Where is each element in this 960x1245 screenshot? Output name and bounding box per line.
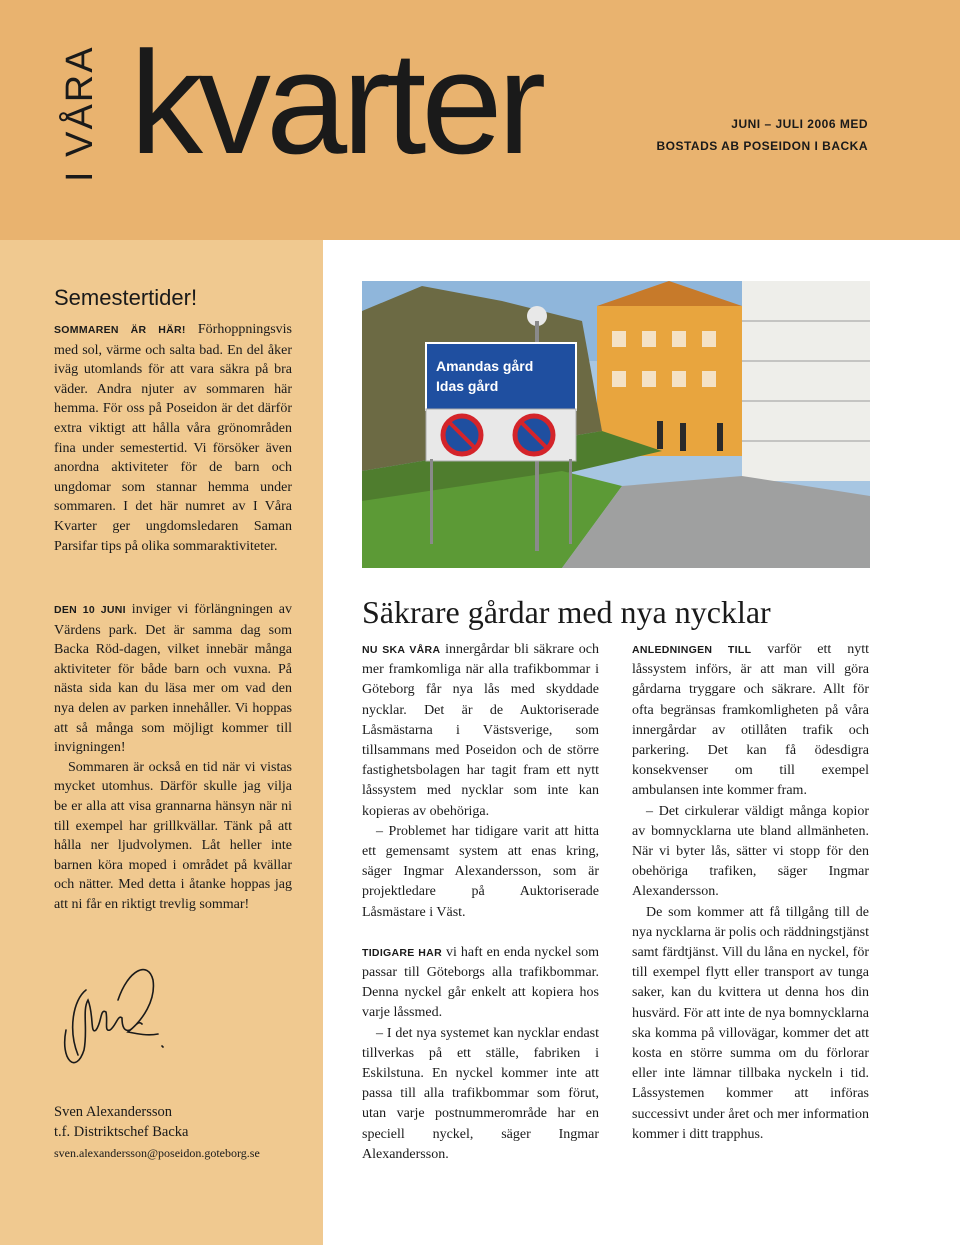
lead-in: NU SKA VÅRA	[362, 644, 441, 656]
paragraph-text: De som kommer att få tillgång till de nya nycklarna är polis och räddningstjänst samt färdtjänst. Vill du låna en nyckel, för till exempel flytt eller transport av tunga saker, kan du kvittera ut denna hos din husvärd. För att inte de nya bomnycklarna ska komma på villovägar, kommer det att kosta en större summa om du förlorar eller inte lämnar tillbaka nyckeln i tid. Låssystemen kommer att införas successivt under året och mer information kommer i ditt trapphus.	[632, 904, 869, 1142]
signer-title: t.f. Distriktschef Backa	[54, 1124, 189, 1140]
masthead	[0, 0, 960, 240]
sidebar-paragraph-1	[54, 320, 292, 556]
article-photo	[362, 281, 870, 568]
masthead-vertical-label: I VÅRA	[59, 45, 101, 182]
paragraph-text: Förhoppningsvis med sol, värme och salta bad. En del åker iväg utomlands för att vara säkra på bra väder. Andra njuter av sommaren här hemma. För oss på Poseidon är det därför extra viktigt att hålla våra grönområden fina under semestertid. Vi försöker även anordna aktiviteter för de barn och ungdomar som stannar hemma under sommaren. I det här numret av I Våra Kvarter ger ungdomsledaren Saman Parsifar tips på olika sommaraktiviteter.	[54, 322, 292, 554]
issue-info	[656, 113, 868, 157]
signer-email: sven.alexandersson@poseidon.goteborg.se	[54, 1146, 260, 1160]
paragraph-text: – I det nya systemet kan nycklar endast tillverkas på ett ställe, fabriken i Eskilstuna. En nyckel kommer inte att passa till alla trafikbommar som förut, utan varje postnummerområde har en speciell nyckel, säger Ingmar Alexandersson.	[362, 1025, 599, 1162]
lead-in: DEN 10 JUNI	[54, 604, 126, 616]
signer-name: Sven Alexandersson	[54, 1104, 172, 1120]
sidebar-title: Semestertider!	[54, 285, 198, 310]
sign-text-1: Amandas gård	[436, 358, 534, 374]
handwritten-signature	[58, 960, 168, 1080]
article-column-2	[632, 640, 869, 1145]
paragraph-text: – Problemet har tidigare varit att hitta ett gemensamt system att enas kring, säger Ingmar Alexandersson, som är projektledare på Auktoriserade Låsmästare i Väst.	[362, 823, 599, 920]
paragraph-text: varför ett nytt låssystem införs, är att man vill göra gårdarna tryggare och säkrare. Allt för ofta begränsas framkomligheten på våra innergårdar av otillåten trafik och parkering. Det kan få ödesdigra konsekvenser om till exempel ambulansen inte kommer fram.	[632, 642, 869, 799]
paragraph-text: vi haft en enda nyckel som passar till Göteborgs alla trafikbommar. Denna nyckel går enkelt att kopiera hos varje låssmed.	[362, 944, 599, 1021]
lead-in: ANLEDNINGEN TILL	[632, 644, 752, 656]
sidebar-paragraph-2	[54, 600, 292, 915]
issue-date: JUNI – JULI 2006 MED	[731, 117, 868, 131]
paragraph-text: innergårdar bli säkrare och mer framkomliga när alla trafikbommar i Göteborg får nya lås med skyddade nycklar. Det är de Auktoriserade Låsmästarna i Västsverige, som tillsammans med Poseidon och de större fastighetsbolagen har tagit fram ett nytt låssystem med nycklar som inte kan kopieras av obehöriga.	[362, 642, 599, 819]
lead-in: SOMMAREN ÄR HÄR!	[54, 324, 186, 336]
issue-publisher: BOSTADS AB POSEIDON I BACKA	[656, 139, 868, 153]
article-title: Säkrare gårdar med nya nycklar	[362, 594, 771, 630]
paragraph-text: – Det cirkulerar väldigt många kopior av bomnycklarna ute bland allmänheten. När vi byter lås, sätter vi stopp för den obehöriga trafiken, säger Ingmar Alexandersson.	[632, 803, 869, 900]
paragraph-text: Sommaren är också en tid när vi vistas mycket utomhus. Därför skulle jag vilja be er alla att visa grannarna hänsyn när ni till exempel har grillkvällar. Tänk på att hålla ner ljudvolymen. Låt heller inte barnen köra moped i området på kvällar och nätter. Med detta i åtanke hoppas jag att ni får en riktigt trevlig sommar!	[54, 759, 292, 912]
signature-block	[54, 1102, 189, 1142]
masthead-title: kvarter	[130, 21, 542, 184]
sign-text-2: Idas gård	[436, 378, 499, 394]
article-column-1	[362, 640, 599, 1165]
lead-in: TIDIGARE HAR	[362, 946, 442, 959]
paragraph-text: inviger vi förlängningen av Värdens park. Det är samma dag som Backa Röd-dagen, vilket innebär många aktiviteter för både barn och vuxna. På nästa sida kan du läsa mer om vad den nya delen av parken innehåller. Vi hoppas att så många som möjligt kommer till invigningen!	[54, 602, 292, 756]
